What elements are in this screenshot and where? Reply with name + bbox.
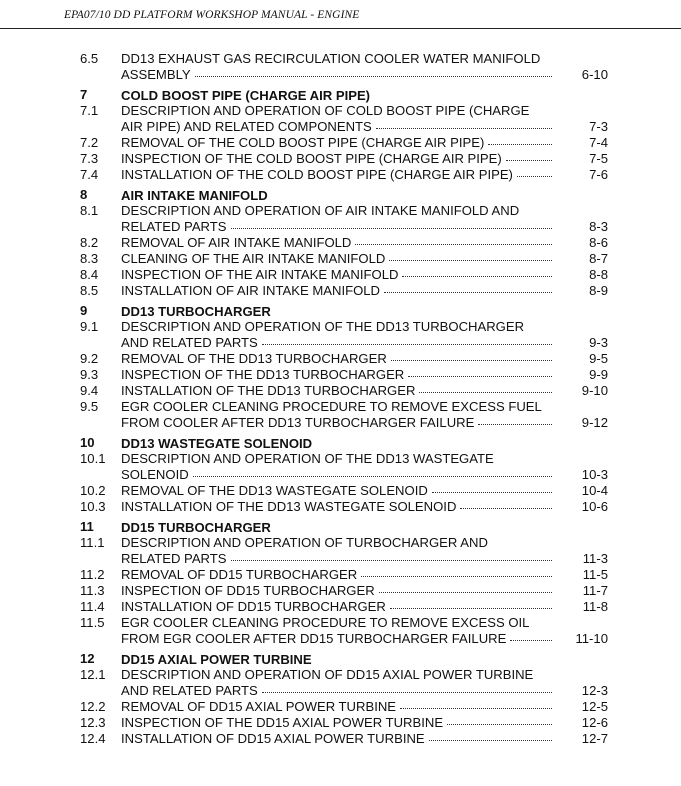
toc-entry[interactable] [80,203,608,235]
toc-entry[interactable] [80,383,608,399]
entry-title: AND RELATED PARTS [121,683,258,698]
entry-title: EGR COOLER CLEANING PROCEDURE TO REMOVE EXCESS OIL [121,615,530,630]
toc-entry[interactable] [80,351,608,367]
entry-title: DESCRIPTION AND OPERATION OF THE DD13 TURBOCHARGER [121,319,525,334]
dot-leader [506,160,552,161]
entry-title: REMOVAL OF THE COLD BOOST PIPE (CHARGE AIR PIPE) [121,135,485,150]
page-number: 8-8 [589,267,608,282]
entry-title: INSTALLATION OF THE DD13 WASTEGATE SOLENOID [121,499,457,514]
entry-number: 7.3 [80,151,99,166]
section-title: DD13 WASTEGATE SOLENOID [121,436,313,451]
section-number: 9 [80,303,88,318]
dot-leader [390,608,552,609]
section-number: 11 [80,519,94,534]
entry-number: 7.4 [80,167,99,182]
toc-entry[interactable] [80,715,608,731]
entry-title: AND RELATED PARTS [121,335,258,350]
toc-entry[interactable] [80,367,608,383]
dot-leader [510,640,552,641]
toc-section-heading [80,647,608,667]
page-number: 9-12 [581,415,608,430]
page-number: 6-10 [581,67,608,82]
toc-entry[interactable] [80,319,608,351]
header-rule [0,28,681,29]
entry-number: 7.2 [80,135,99,150]
toc-entry[interactable] [80,51,608,83]
entry-title: INSTALLATION OF THE DD13 TURBOCHARGER [121,383,416,398]
dot-leader [429,740,552,741]
entry-number: 8.1 [80,203,99,218]
toc-entry[interactable] [80,567,608,583]
entry-number: 9.1 [80,319,99,334]
entry-title: INSTALLATION OF THE COLD BOOST PIPE (CHARGE AIR PIPE) [121,167,513,182]
entry-title: DD13 EXHAUST GAS RECIRCULATION COOLER WATER MANIFOLD [121,51,541,66]
section-title: DD13 TURBOCHARGER [121,304,271,319]
entry-number: 8.2 [80,235,99,250]
section-title: AIR INTAKE MANIFOLD [121,188,268,203]
entry-number: 11.3 [80,583,105,598]
section-title: COLD BOOST PIPE (CHARGE AIR PIPE) [121,88,371,103]
entry-title: RELATED PARTS [121,219,227,234]
page-number: 11-3 [582,551,608,566]
section-title: DD15 TURBOCHARGER [121,520,271,535]
toc-section-heading [80,183,608,203]
entry-title: AIR PIPE) AND RELATED COMPONENTS [121,119,372,134]
page-number: 9-9 [589,367,608,382]
page-number: 12-6 [581,715,608,730]
entry-title: REMOVAL OF DD15 TURBOCHARGER [121,567,358,582]
entry-title: REMOVAL OF AIR INTAKE MANIFOLD [121,235,352,250]
page-number: 9-5 [589,351,608,366]
entry-number: 8.3 [80,251,99,266]
entry-number: 11.5 [80,615,105,630]
toc-entry[interactable] [80,103,608,135]
dot-leader [231,560,552,561]
entry-number: 6.5 [80,51,99,66]
page-number: 7-6 [589,167,608,182]
dot-leader [262,344,552,345]
page-number: 11-5 [582,567,608,582]
entry-number: 11.1 [80,535,105,550]
page-number: 7-4 [589,135,608,150]
page-number: 11-10 [575,631,608,646]
page-number: 10-6 [581,499,608,514]
toc-entry[interactable] [80,599,608,615]
entry-title: INSTALLATION OF DD15 TURBOCHARGER [121,599,386,614]
entry-title: CLEANING OF THE AIR INTAKE MANIFOLD [121,251,386,266]
toc-entry[interactable] [80,235,608,251]
dot-leader [195,76,552,77]
toc-entry[interactable] [80,535,608,567]
dot-leader [400,708,552,709]
entry-number: 10.2 [80,483,106,498]
toc-entry[interactable] [80,451,608,483]
entry-title: INSPECTION OF THE COLD BOOST PIPE (CHARGE AIR PIPE) [121,151,502,166]
entry-number: 11.4 [80,599,105,614]
entry-title: INSPECTION OF DD15 TURBOCHARGER [121,583,375,598]
entry-title: INSPECTION OF THE AIR INTAKE MANIFOLD [121,267,399,282]
toc-entry[interactable] [80,251,608,267]
entry-number: 7.1 [80,103,99,118]
page-number: 8-6 [589,235,608,250]
dot-leader [447,724,552,725]
dot-leader [355,244,552,245]
entry-title: REMOVAL OF DD15 AXIAL POWER TURBINE [121,699,397,714]
dot-leader [488,144,552,145]
table-of-contents [80,51,608,747]
entry-number: 10.3 [80,499,106,514]
entry-title: DESCRIPTION AND OPERATION OF DD15 AXIAL POWER TURBINE [121,667,534,682]
page-number: 12-7 [581,731,608,746]
page-number: 8-3 [589,219,608,234]
entry-number: 10.1 [80,451,106,466]
entry-title: DESCRIPTION AND OPERATION OF TURBOCHARGER AND [121,535,488,550]
dot-leader [361,576,552,577]
page-number: 9-3 [589,335,608,350]
toc-entry[interactable] [80,151,608,167]
toc-entry[interactable] [80,283,608,299]
section-number: 7 [80,87,88,102]
entry-number: 12.2 [80,699,106,714]
toc-entry[interactable] [80,667,608,699]
dot-leader [193,476,552,477]
page-number: 9-10 [581,383,608,398]
dot-leader [231,228,552,229]
entry-number: 8.5 [80,283,99,298]
section-number: 10 [80,435,95,450]
dot-leader [376,128,552,129]
toc-entry[interactable] [80,615,608,647]
entry-number: 9.2 [80,351,99,366]
page-number: 8-9 [589,283,608,298]
dot-leader [419,392,552,393]
entry-number: 9.3 [80,367,99,382]
dot-leader [389,260,552,261]
toc-entry[interactable] [80,483,608,499]
section-number: 12 [80,651,95,666]
entry-title: ASSEMBLY [121,67,191,82]
section-title: DD15 AXIAL POWER TURBINE [121,652,312,667]
dot-leader [432,492,552,493]
toc-entry[interactable] [80,499,608,515]
entry-number: 12.1 [80,667,106,682]
toc-section-heading [80,83,608,103]
entry-title: INSPECTION OF THE DD15 AXIAL POWER TURBINE [121,715,444,730]
dot-leader [391,360,552,361]
entry-title: RELATED PARTS [121,551,227,566]
entry-title: INSTALLATION OF AIR INTAKE MANIFOLD [121,283,381,298]
page-number: 10-4 [581,483,608,498]
entry-title: REMOVAL OF THE DD13 WASTEGATE SOLENOID [121,483,428,498]
entry-title: REMOVAL OF THE DD13 TURBOCHARGER [121,351,387,366]
toc-section-heading [80,515,608,535]
toc-entry[interactable] [80,135,608,151]
dot-leader [517,176,552,177]
page-number: 11-8 [582,599,608,614]
toc-entry[interactable] [80,731,608,747]
entry-title: DESCRIPTION AND OPERATION OF THE DD13 WASTEGATE [121,451,494,466]
dot-leader [402,276,552,277]
entry-title: DESCRIPTION AND OPERATION OF COLD BOOST PIPE (CHARGE [121,103,530,118]
entry-title: SOLENOID [121,467,189,482]
page-number: 12-3 [581,683,608,698]
entry-number: 9.4 [80,383,99,398]
entry-title: EGR COOLER CLEANING PROCEDURE TO REMOVE EXCESS FUEL [121,399,542,414]
page-number: 10-3 [581,467,608,482]
page-number: 12-5 [581,699,608,714]
dot-leader [384,292,552,293]
entry-number: 11.2 [80,567,105,582]
page-number: 8-7 [589,251,608,266]
toc-entry[interactable] [80,699,608,715]
toc-entry[interactable] [80,399,608,431]
toc-entry[interactable] [80,267,608,283]
dot-leader [460,508,552,509]
entry-number: 8.4 [80,267,99,282]
entry-title: INSPECTION OF THE DD13 TURBOCHARGER [121,367,405,382]
page-number: 7-5 [589,151,608,166]
toc-entry[interactable] [80,583,608,599]
entry-number: 12.3 [80,715,106,730]
page-number: 11-7 [582,583,608,598]
section-number: 8 [80,187,88,202]
entry-title: FROM EGR COOLER AFTER DD15 TURBOCHARGER FAILURE [121,631,507,646]
toc-section-heading [80,431,608,451]
dot-leader [408,376,552,377]
entry-title: INSTALLATION OF DD15 AXIAL POWER TURBINE [121,731,425,746]
dot-leader [262,692,552,693]
dot-leader [478,424,552,425]
entry-number: 9.5 [80,399,99,414]
toc-section-heading [80,299,608,319]
page-number: 7-3 [589,119,608,134]
toc-entry[interactable] [80,167,608,183]
dot-leader [379,592,552,593]
entry-title: FROM COOLER AFTER DD13 TURBOCHARGER FAILURE [121,415,475,430]
entry-title: DESCRIPTION AND OPERATION OF AIR INTAKE MANIFOLD AND [121,203,520,218]
entry-number: 12.4 [80,731,106,746]
page-header: EPA07/10 DD PLATFORM WORKSHOP MANUAL - ENGINE [64,9,360,21]
